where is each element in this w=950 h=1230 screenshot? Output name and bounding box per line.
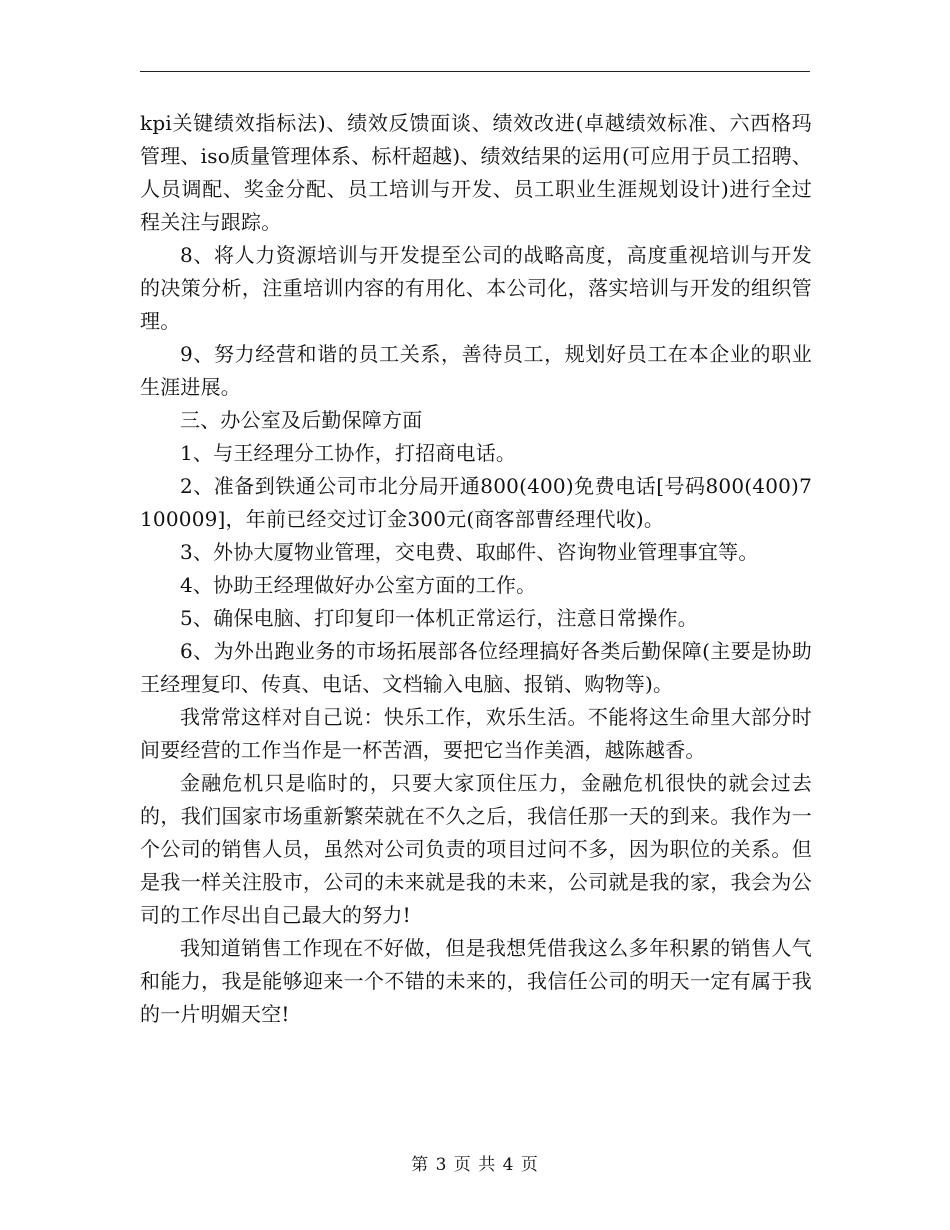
paragraph-8: 4、协助王经理做好办公室方面的工作。 [180, 573, 537, 597]
header-rule [140, 71, 810, 72]
paragraph-5: 1、与王经理分工协作，打招商电话。 [180, 441, 517, 465]
paragraph-10: 6、为外出跑业务的市场拓展部各位经理搞好各类后勤保障(主要是协助王经理复印、传真、电话、文档输入电脑、报销、购物等)。 [140, 639, 812, 696]
paragraph-9: 5、确保电脑、打印复印一体机正常运行，注意日常操作。 [180, 606, 698, 630]
paragraph-11: 我常常这样对自己说：快乐工作，欢乐生活。不能将这生命里大部分时间要经营的工作当作是一杯苦酒，要把它当作美酒，越陈越香。 [140, 705, 812, 762]
page-number-footer: 第 3 页 共 4 页 [411, 1155, 539, 1175]
paragraph-13: 我知道销售工作现在不好做，但是我想凭借我这么多年积累的销售人气和能力，我是能够迎来一个不错的未来的，我信任公司的明天一定有属于我的一片明媚天空! [140, 936, 812, 1026]
paragraph-7: 3、外协大厦物业管理，交电费、取邮件、咨询物业管理事宜等。 [180, 540, 759, 564]
paragraph-1: kpi关键绩效指标法)、绩效反馈面谈、绩效改进(卓越绩效标准、六西格玛管理、iso质量管理体系、标杆超越)、绩效结果的运用(可应用于员工招聘、人员调配、奖金分配、员工培训与开发、员工职业生涯规划设计)进行全过程关注与跟踪。 [140, 111, 812, 234]
paragraph-12: 金融危机只是临时的，只要大家顶住压力，金融危机很快的就会过去的，我们国家市场重新繁荣就在不久之后，我信任那一天的到来。我作为一个公司的销售人员，虽然对公司负责的项目过问不多，因为职位的关系。但是我一样关注股市，公司的未来就是我的未来，公司就是我的家，我会为公司的工作尽出自己最大的努力! [140, 771, 812, 927]
paragraph-3: 9、努力经营和谐的员工关系，善待员工，规划好员工在本企业的职业生涯进展。 [140, 342, 812, 399]
paragraph-6: 2、准备到铁通公司市北分局开通800(400)免费电话[号码800(400)7100009]，年前已经交过订金300元(商客部曹经理代收)。 [140, 474, 812, 531]
section-heading: 三、办公室及后勤保障方面 [180, 408, 423, 432]
document-body [140, 107, 812, 1031]
paragraph-2: 8、将人力资源培训与开发提至公司的战略高度，高度重视培训与开发的决策分析，注重培训内容的有用化、本公司化，落实培训与开发的组织管理。 [140, 243, 812, 333]
